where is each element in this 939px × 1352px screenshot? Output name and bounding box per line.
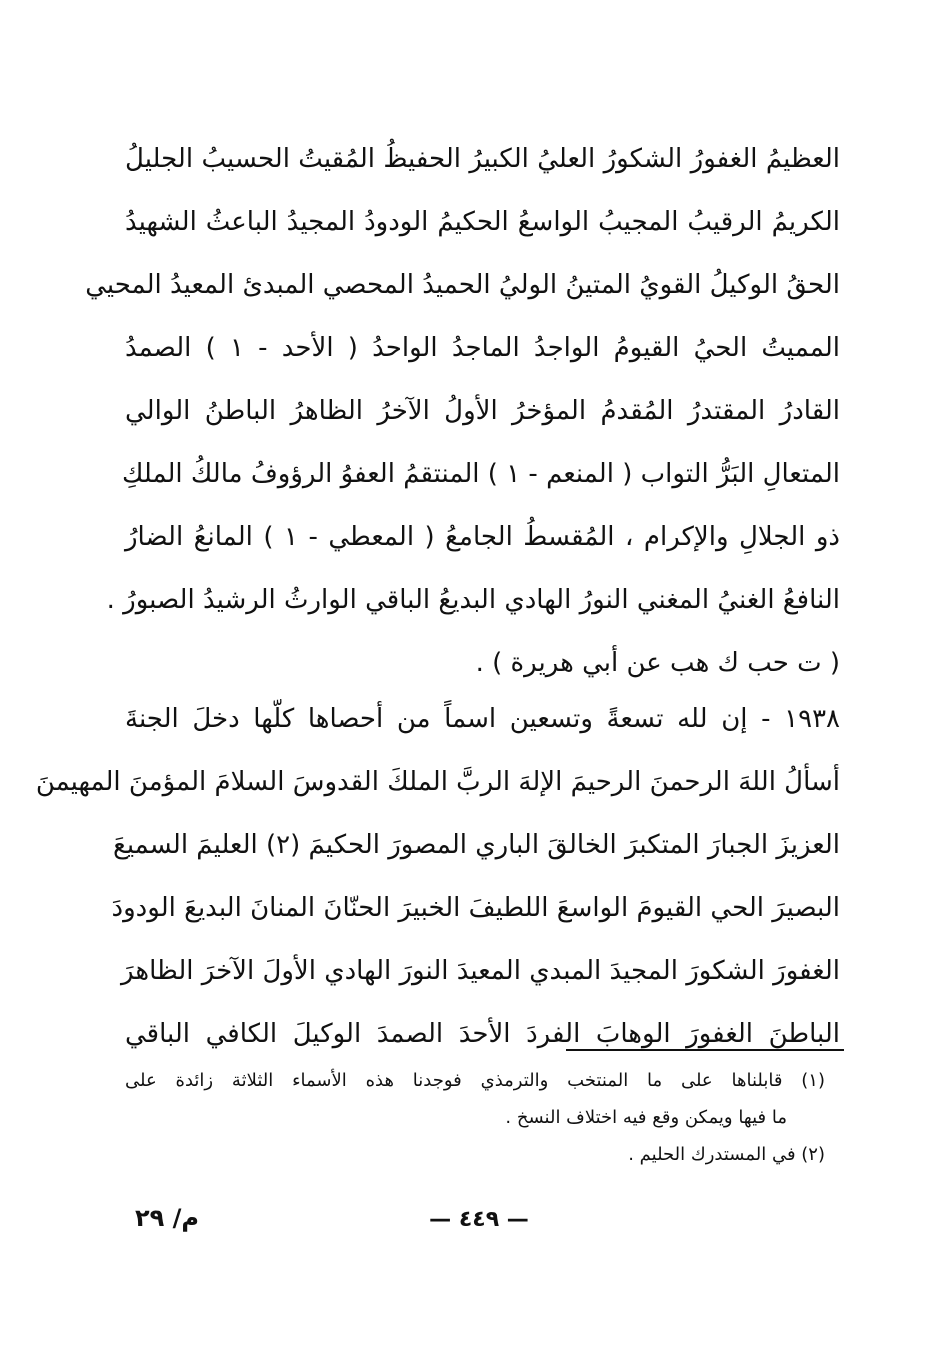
text-line: النافعُ الغنيُ المغني النورُ الهادي البديعُ الباقي الوارثُ الرشيدُ الصبورُ . <box>106 585 840 615</box>
footnote-1-line-2: ما فيها ويمكن وقع فيه اختلاف النسخ . <box>505 1107 787 1128</box>
text-line: الحقُ الوكيلُ القويُ المتينُ الوليُ الحميدُ المحصي المبدئ المعيدُ المحيي <box>85 270 840 300</box>
footnote-1-line-1: (١) قابلناها على ما المنتخب والترمذي فوجدنا هذه الأسماء الثلاثة زائدة على <box>125 1070 825 1091</box>
text-line: العظيمُ الغفورُ الشكورُ العليُ الكبيرُ الحفيظُ المُقيتُ الحسيبُ الجليلُ <box>125 144 840 174</box>
text-line: المتعالِ البَرُّ التواب ( المنعم - ١ ) المنتقمُ العفوُ الرؤوفُ مالكُ الملكِ <box>121 459 840 489</box>
signature-mark: م/ ٢٩ <box>135 1204 200 1232</box>
text-line: العزيزَ الجبارَ المتكبرَ الخالقَ الباري المصورَ الحكيمَ (٢) العليمَ السميعَ <box>112 830 840 860</box>
text-line: ذو الجلالِ والإكرام ، المُقسطُ الجامعُ ( المعطي - ١ ) المانعُ الضارُ <box>125 522 840 552</box>
text-line: الغفورَ الشكورَ المجيدَ المبدي المعيدَ النورَ الهادي الأولَ الآخرَ الظاهرَ <box>121 956 840 986</box>
text-line: الباطنَ الغفورَ الوهابَ الفردَ الأحدَ الصمدَ الوكيلَ الكافي الباقي <box>125 1019 840 1049</box>
text-line: أسألُ اللهَ الرحمنَ الرحيمَ الإلهَ الربَّ الملكَ القدوسَ السلامَ المؤمنَ المهيمنَ <box>35 767 840 797</box>
text-line: الكريمُ الرقيبُ المجيبُ الواسعُ الحكيمُ الودودُ المجيدُ الباعثُ الشهيدُ <box>125 207 840 237</box>
footnotes <box>125 1062 825 1173</box>
page-number: — ٤٤٩ — <box>429 1207 529 1232</box>
text-line: القادرُ المقتدرُ المُقدمُ المؤخرُ الأولُ الآخرُ الظاهرُ الباطنُ الوالي <box>125 396 840 426</box>
text-line: المميتُ الحيُ القيومُ الواجدُ الماجدُ الواحدُ ( الأحد - ١ ) الصمدُ <box>125 333 840 363</box>
footnote-2: (٢) في المستدرك الحليم . <box>628 1144 825 1165</box>
text-line: البصيرَ الحي القيومَ الواسعَ اللطيفَ الخبيرَ الحنّانَ المنانَ البديعَ الودودَ <box>111 893 840 923</box>
hadith-1938-paragraph <box>35 688 840 1066</box>
hadith-heading-line: ١٩٣٨ - إن لله تسعةً وتسعين اسماً من أحصاها كلّها دخلَ الجنةَ <box>125 704 840 734</box>
source-citation: ( ت حب ك هب عن أبي هريرة ) . <box>475 648 840 678</box>
names-list-paragraph <box>85 128 840 695</box>
footnote-divider <box>566 1049 844 1051</box>
